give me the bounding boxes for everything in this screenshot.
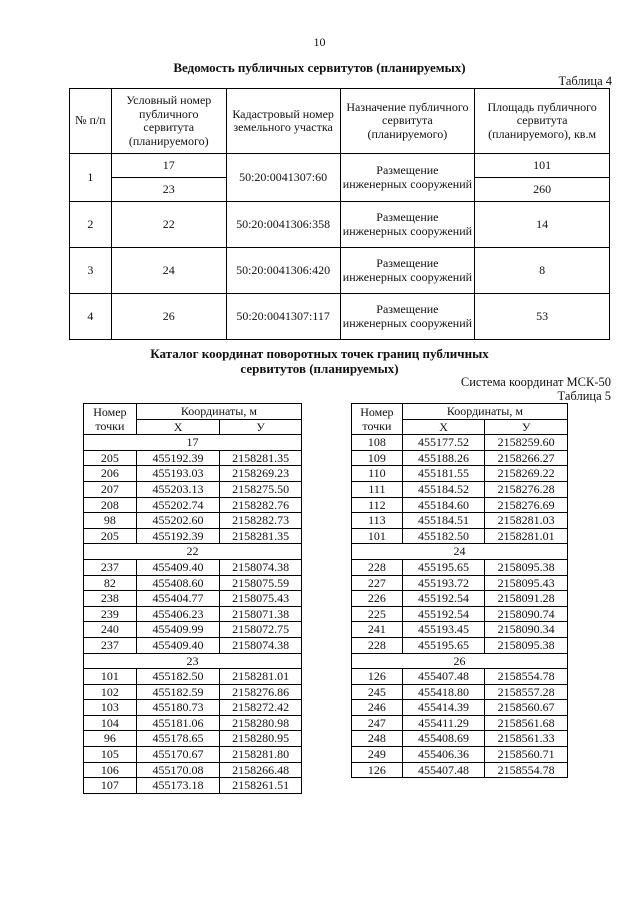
y-coordinate-cell: 2158281.35 bbox=[220, 450, 302, 466]
table4-title: Ведомость публичных сервитутов (планируемых) bbox=[173, 60, 466, 75]
point-number-cell: 101 bbox=[352, 528, 403, 544]
x-coordinate-cell: 455404.77 bbox=[136, 591, 220, 607]
point-number-cell: 237 bbox=[84, 559, 137, 575]
coordinates-table-left bbox=[83, 403, 302, 794]
easement-number-cell: 26 bbox=[111, 294, 226, 340]
x-coordinate-cell: 455181.55 bbox=[402, 466, 485, 482]
table-row bbox=[352, 513, 568, 529]
y-coordinate-cell: 2158261.51 bbox=[220, 778, 302, 794]
table5-label: Таблица 5 bbox=[557, 389, 611, 403]
y-coordinate-cell: 2158276.28 bbox=[485, 481, 568, 497]
x-coordinate-cell: 455182.50 bbox=[136, 669, 220, 685]
table-row bbox=[84, 559, 302, 575]
coordinates-header: Координаты, м bbox=[402, 404, 567, 420]
y-coordinate-cell: 2158276.69 bbox=[485, 497, 568, 513]
easement-number-cell: 17 bbox=[111, 154, 226, 178]
y-coordinate-cell: 2158095.43 bbox=[485, 575, 568, 591]
point-number-cell: 248 bbox=[352, 731, 403, 747]
x-coordinate-cell: 455203.13 bbox=[136, 481, 220, 497]
point-number-cell: 105 bbox=[84, 747, 137, 763]
table-row bbox=[84, 637, 302, 653]
x-coordinate-cell: 455193.03 bbox=[136, 466, 220, 482]
y-coordinate-cell: 2158560.71 bbox=[485, 747, 568, 763]
group-row bbox=[352, 544, 568, 560]
point-number-cell: 109 bbox=[352, 450, 403, 466]
point-number-cell: 237 bbox=[84, 637, 137, 653]
table-row bbox=[84, 606, 302, 622]
group-row bbox=[84, 544, 302, 560]
x-coordinate-cell: 455195.65 bbox=[402, 637, 485, 653]
x-coordinate-cell: 455406.36 bbox=[402, 747, 485, 763]
table-header-row bbox=[70, 89, 610, 154]
x-coordinate-cell: 455408.69 bbox=[402, 731, 485, 747]
point-number-cell: 245 bbox=[352, 684, 403, 700]
group-label: 23 bbox=[84, 653, 302, 669]
row-number-cell: 1 bbox=[70, 154, 112, 202]
y-coordinate-cell: 2158266.27 bbox=[485, 450, 568, 466]
table-row bbox=[84, 684, 302, 700]
table-row bbox=[352, 559, 568, 575]
x-coordinate-cell: 455192.54 bbox=[402, 591, 485, 607]
point-number-cell: 102 bbox=[84, 684, 137, 700]
y-coordinate-cell: 2158554.78 bbox=[485, 669, 568, 685]
table-row bbox=[352, 669, 568, 685]
table-row bbox=[352, 435, 568, 451]
y-coordinate-cell: 2158075.59 bbox=[220, 575, 302, 591]
point-number-cell: 106 bbox=[84, 762, 137, 778]
table-row bbox=[84, 731, 302, 747]
table-row bbox=[70, 294, 610, 340]
table-row bbox=[84, 528, 302, 544]
x-coordinate-cell: 455418.80 bbox=[402, 684, 485, 700]
x-coordinate-cell: 455177.52 bbox=[402, 435, 485, 451]
y-coordinate-cell: 2158095.38 bbox=[485, 637, 568, 653]
y-coordinate-cell: 2158266.48 bbox=[220, 762, 302, 778]
point-number-cell: 110 bbox=[352, 466, 403, 482]
point-number-cell: 225 bbox=[352, 606, 403, 622]
y-coordinate-cell: 2158281.35 bbox=[220, 528, 302, 544]
x-coordinate-cell: 455192.54 bbox=[402, 606, 485, 622]
x-coordinate-cell: 455195.65 bbox=[402, 559, 485, 575]
point-number-cell: 104 bbox=[84, 715, 137, 731]
x-header: X bbox=[402, 419, 485, 435]
table-row bbox=[70, 154, 610, 178]
cadastral-number-cell: 50:20:0041306:358 bbox=[226, 202, 340, 248]
point-number-cell: 239 bbox=[84, 606, 137, 622]
table-row bbox=[84, 591, 302, 607]
y-coordinate-cell: 2158557.28 bbox=[485, 684, 568, 700]
area-cell: 53 bbox=[475, 294, 610, 340]
table-row bbox=[84, 700, 302, 716]
table-row bbox=[70, 202, 610, 248]
x-coordinate-cell: 455414.39 bbox=[402, 700, 485, 716]
table-row bbox=[352, 528, 568, 544]
y-header: У bbox=[220, 419, 302, 435]
point-number-cell: 82 bbox=[84, 575, 137, 591]
purpose-cell: Размещение инженерных сооружений bbox=[340, 154, 475, 202]
area-cell: 14 bbox=[475, 202, 610, 248]
y-coordinate-cell: 2158561.33 bbox=[485, 731, 568, 747]
coordinates-table-right bbox=[351, 403, 568, 778]
point-number-header: Номер точки bbox=[84, 404, 137, 435]
x-header: X bbox=[136, 419, 220, 435]
x-coordinate-cell: 455407.48 bbox=[402, 669, 485, 685]
area-cell: 101 bbox=[475, 154, 610, 178]
table-row bbox=[352, 637, 568, 653]
y-coordinate-cell: 2158281.80 bbox=[220, 747, 302, 763]
point-number-header: Номер точки bbox=[352, 404, 403, 435]
point-number-cell: 238 bbox=[84, 591, 137, 607]
y-coordinate-cell: 2158281.01 bbox=[220, 669, 302, 685]
point-number-cell: 246 bbox=[352, 700, 403, 716]
x-coordinate-cell: 455181.06 bbox=[136, 715, 220, 731]
x-coordinate-cell: 455406.23 bbox=[136, 606, 220, 622]
easements-table bbox=[69, 88, 610, 340]
y-coordinate-cell: 2158075.43 bbox=[220, 591, 302, 607]
table-row bbox=[352, 466, 568, 482]
x-coordinate-cell: 455188.26 bbox=[402, 450, 485, 466]
point-number-cell: 96 bbox=[84, 731, 137, 747]
y-coordinate-cell: 2158074.38 bbox=[220, 637, 302, 653]
point-number-cell: 226 bbox=[352, 591, 403, 607]
page-number: 10 bbox=[313, 35, 326, 49]
table-row bbox=[352, 762, 568, 778]
x-coordinate-cell: 455184.52 bbox=[402, 481, 485, 497]
purpose-cell: Размещение инженерных сооружений bbox=[340, 248, 475, 294]
area-cell: 8 bbox=[475, 248, 610, 294]
table-row bbox=[352, 700, 568, 716]
table-row bbox=[84, 747, 302, 763]
cadastral-number-cell: 50:20:0041307:60 bbox=[226, 154, 340, 202]
point-number-cell: 126 bbox=[352, 669, 403, 685]
y-coordinate-cell: 2158280.98 bbox=[220, 715, 302, 731]
point-number-cell: 205 bbox=[84, 450, 137, 466]
table-row bbox=[352, 606, 568, 622]
easement-number-cell: 23 bbox=[111, 178, 226, 202]
y-coordinate-cell: 2158272.42 bbox=[220, 700, 302, 716]
y-coordinate-cell: 2158095.38 bbox=[485, 559, 568, 575]
table-row bbox=[352, 715, 568, 731]
point-number-cell: 228 bbox=[352, 637, 403, 653]
table-row bbox=[84, 497, 302, 513]
x-coordinate-cell: 455411.29 bbox=[402, 715, 485, 731]
y-coordinate-cell: 2158561.68 bbox=[485, 715, 568, 731]
column-header: Кадастровый номер земельного участка bbox=[226, 89, 340, 154]
easement-number-cell: 24 bbox=[111, 248, 226, 294]
y-coordinate-cell: 2158282.73 bbox=[220, 513, 302, 529]
table-row bbox=[84, 778, 302, 794]
table-row bbox=[352, 731, 568, 747]
y-coordinate-cell: 2158072.75 bbox=[220, 622, 302, 638]
point-number-cell: 240 bbox=[84, 622, 137, 638]
x-coordinate-cell: 455409.40 bbox=[136, 637, 220, 653]
x-coordinate-cell: 455408.60 bbox=[136, 575, 220, 591]
table-row bbox=[352, 591, 568, 607]
point-number-cell: 112 bbox=[352, 497, 403, 513]
table-row bbox=[84, 669, 302, 685]
x-coordinate-cell: 455192.39 bbox=[136, 450, 220, 466]
x-coordinate-cell: 455173.18 bbox=[136, 778, 220, 794]
table-row bbox=[352, 497, 568, 513]
point-number-cell: 98 bbox=[84, 513, 137, 529]
table-row bbox=[70, 248, 610, 294]
catalog-title: Каталог координат поворотных точек границ публичных сервитутов (планируемых) bbox=[150, 346, 489, 376]
easement-number-cell: 22 bbox=[111, 202, 226, 248]
point-number-cell: 108 bbox=[352, 435, 403, 451]
x-coordinate-cell: 455184.60 bbox=[402, 497, 485, 513]
table-row bbox=[84, 715, 302, 731]
column-header: Назначение публичного сервитута (планируемого) bbox=[340, 89, 475, 154]
table-row bbox=[84, 622, 302, 638]
x-coordinate-cell: 455202.60 bbox=[136, 513, 220, 529]
point-number-cell: 111 bbox=[352, 481, 403, 497]
table-row bbox=[84, 450, 302, 466]
coordinates-header: Координаты, м bbox=[136, 404, 301, 420]
point-number-cell: 249 bbox=[352, 747, 403, 763]
y-header: У bbox=[485, 419, 568, 435]
table-row bbox=[352, 481, 568, 497]
y-coordinate-cell: 2158281.03 bbox=[485, 513, 568, 529]
y-coordinate-cell: 2158259.60 bbox=[485, 435, 568, 451]
x-coordinate-cell: 455180.73 bbox=[136, 700, 220, 716]
y-coordinate-cell: 2158282.76 bbox=[220, 497, 302, 513]
x-coordinate-cell: 455170.08 bbox=[136, 762, 220, 778]
x-coordinate-cell: 455182.59 bbox=[136, 684, 220, 700]
y-coordinate-cell: 2158074.38 bbox=[220, 559, 302, 575]
point-number-cell: 208 bbox=[84, 497, 137, 513]
x-coordinate-cell: 455193.45 bbox=[402, 622, 485, 638]
point-number-cell: 206 bbox=[84, 466, 137, 482]
cadastral-number-cell: 50:20:0041307:117 bbox=[226, 294, 340, 340]
y-coordinate-cell: 2158275.50 bbox=[220, 481, 302, 497]
point-number-cell: 228 bbox=[352, 559, 403, 575]
table-row bbox=[352, 622, 568, 638]
x-coordinate-cell: 455192.39 bbox=[136, 528, 220, 544]
table-row bbox=[352, 575, 568, 591]
x-coordinate-cell: 455193.72 bbox=[402, 575, 485, 591]
group-label: 26 bbox=[352, 653, 568, 669]
x-coordinate-cell: 455409.99 bbox=[136, 622, 220, 638]
point-number-cell: 207 bbox=[84, 481, 137, 497]
x-coordinate-cell: 455178.65 bbox=[136, 731, 220, 747]
table-row bbox=[84, 481, 302, 497]
y-coordinate-cell: 2158280.95 bbox=[220, 731, 302, 747]
group-label: 24 bbox=[352, 544, 568, 560]
y-coordinate-cell: 2158090.74 bbox=[485, 606, 568, 622]
point-number-cell: 241 bbox=[352, 622, 403, 638]
row-number-cell: 4 bbox=[70, 294, 112, 340]
table4-label: Таблица 4 bbox=[558, 74, 612, 88]
area-cell: 260 bbox=[475, 178, 610, 202]
table-header-row bbox=[352, 404, 568, 420]
point-number-cell: 107 bbox=[84, 778, 137, 794]
group-row bbox=[352, 653, 568, 669]
group-row bbox=[84, 435, 302, 451]
x-coordinate-cell: 455182.50 bbox=[402, 528, 485, 544]
row-number-cell: 3 bbox=[70, 248, 112, 294]
table-row bbox=[84, 762, 302, 778]
purpose-cell: Размещение инженерных сооружений bbox=[340, 202, 475, 248]
y-coordinate-cell: 2158269.22 bbox=[485, 466, 568, 482]
column-header: Площадь публичного сервитута (планируемого), кв.м bbox=[475, 89, 610, 154]
group-label: 17 bbox=[84, 435, 302, 451]
column-header: Условный номер публичного сервитута (планируемого) bbox=[111, 89, 226, 154]
point-number-cell: 103 bbox=[84, 700, 137, 716]
table-row bbox=[84, 466, 302, 482]
y-coordinate-cell: 2158560.67 bbox=[485, 700, 568, 716]
point-number-cell: 247 bbox=[352, 715, 403, 731]
purpose-cell: Размещение инженерных сооружений bbox=[340, 294, 475, 340]
coordinate-system: Система координат МСК-50 bbox=[460, 375, 611, 389]
x-coordinate-cell: 455407.48 bbox=[402, 762, 485, 778]
y-coordinate-cell: 2158091.28 bbox=[485, 591, 568, 607]
table-row bbox=[352, 747, 568, 763]
point-number-cell: 205 bbox=[84, 528, 137, 544]
group-row bbox=[84, 653, 302, 669]
y-coordinate-cell: 2158554.78 bbox=[485, 762, 568, 778]
point-number-cell: 113 bbox=[352, 513, 403, 529]
x-coordinate-cell: 455409.40 bbox=[136, 559, 220, 575]
x-coordinate-cell: 455184.51 bbox=[402, 513, 485, 529]
point-number-cell: 126 bbox=[352, 762, 403, 778]
y-coordinate-cell: 2158281.01 bbox=[485, 528, 568, 544]
group-label: 22 bbox=[84, 544, 302, 560]
y-coordinate-cell: 2158269.23 bbox=[220, 466, 302, 482]
row-number-cell: 2 bbox=[70, 202, 112, 248]
y-coordinate-cell: 2158276.86 bbox=[220, 684, 302, 700]
table-row bbox=[352, 450, 568, 466]
y-coordinate-cell: 2158090.34 bbox=[485, 622, 568, 638]
table-row bbox=[84, 575, 302, 591]
table-row bbox=[352, 684, 568, 700]
point-number-cell: 101 bbox=[84, 669, 137, 685]
table-row bbox=[84, 513, 302, 529]
column-header: № п/п bbox=[70, 89, 112, 154]
table-header-row bbox=[84, 404, 302, 420]
y-coordinate-cell: 2158071.38 bbox=[220, 606, 302, 622]
x-coordinate-cell: 455170.67 bbox=[136, 747, 220, 763]
point-number-cell: 227 bbox=[352, 575, 403, 591]
x-coordinate-cell: 455202.74 bbox=[136, 497, 220, 513]
cadastral-number-cell: 50:20:0041306:420 bbox=[226, 248, 340, 294]
